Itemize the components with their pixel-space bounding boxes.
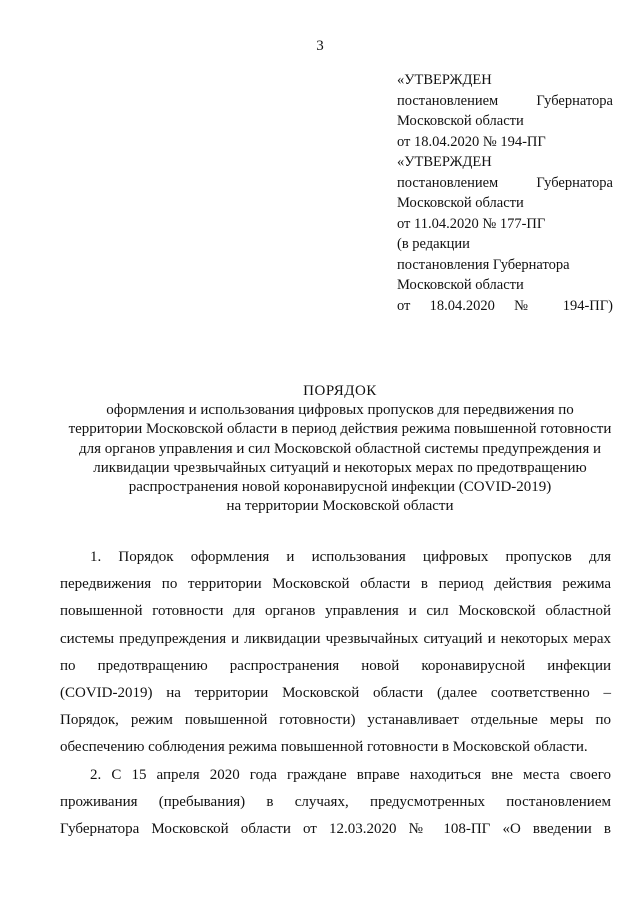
body-line: повышенной готовности для органов управления и сил Московской областной <box>60 603 611 620</box>
approval-line: Московской области <box>397 277 524 293</box>
approval-line: «УТВЕРЖДЕН <box>397 72 492 88</box>
body-line: 1. Порядок оформления и использования цифровых пропусков для <box>90 549 611 565</box>
title-line: ликвидации чрезвычайных ситуаций и некоторых мерах по предотвращению <box>93 459 587 476</box>
body-line: обеспечению соблюдения режима повышенной готовности в Московской области. <box>60 739 588 756</box>
approval-stamp-secondary <box>397 152 613 316</box>
document-body <box>60 544 611 843</box>
body-line: системы предупреждения и ликвидации чрезвычайных ситуаций и некоторых мерах <box>60 630 611 647</box>
document-title <box>40 382 640 516</box>
title-line: на территории Московской области <box>226 498 454 515</box>
approval-line: «УТВЕРЖДЕН <box>397 154 492 170</box>
body-line: по предотвращению распространения новой коронавирусной инфекции <box>60 657 611 674</box>
approval-line: от 18.04.2020 № 194-ПГ) <box>397 297 613 314</box>
approval-line: от 18.04.2020 № 194-ПГ <box>397 133 546 150</box>
body-line: проживания (пребывания) в случаях, предусмотренных постановлением <box>60 793 611 810</box>
approval-line: (в редакции <box>397 236 470 252</box>
approval-line: Московской области <box>397 195 524 211</box>
title-line: территории Московской области в период действия режима повышенной готовности <box>68 421 612 438</box>
approval-line: постановления Губернатора <box>397 256 570 273</box>
approval-line: Московской области <box>397 113 524 129</box>
title-heading: ПОРЯДОК <box>303 383 377 399</box>
approval-line: постановлением Губернатора <box>397 92 613 109</box>
body-line: передвижения по территории Московской области в период действия режима <box>60 576 611 593</box>
body-line: 2. С 15 апреля 2020 года граждане вправе находиться вне места своего <box>90 766 611 783</box>
approval-stamp-primary <box>397 70 613 152</box>
body-line: Губернатора Московской области от 12.03.2020 № 108-ПГ «О введении в <box>60 821 611 838</box>
title-line: оформления и использования цифровых пропусков для передвижения по <box>106 402 574 419</box>
approval-line: постановлением Губернатора <box>397 174 613 191</box>
approval-line: от 11.04.2020 № 177-ПГ <box>397 215 546 232</box>
body-line: Порядок, режим повышенной готовности) устанавливает отдельные меры по <box>60 712 611 729</box>
title-line: для органов управления и сил Московской областной системы предупреждения и <box>78 440 601 457</box>
page-number: 3 <box>316 38 324 54</box>
title-line: распространения новой коронавирусной инфекции (COVID-2019) <box>128 479 552 496</box>
body-line: (COVID-2019) на территории Московской области (далее соответственно – <box>60 685 611 702</box>
